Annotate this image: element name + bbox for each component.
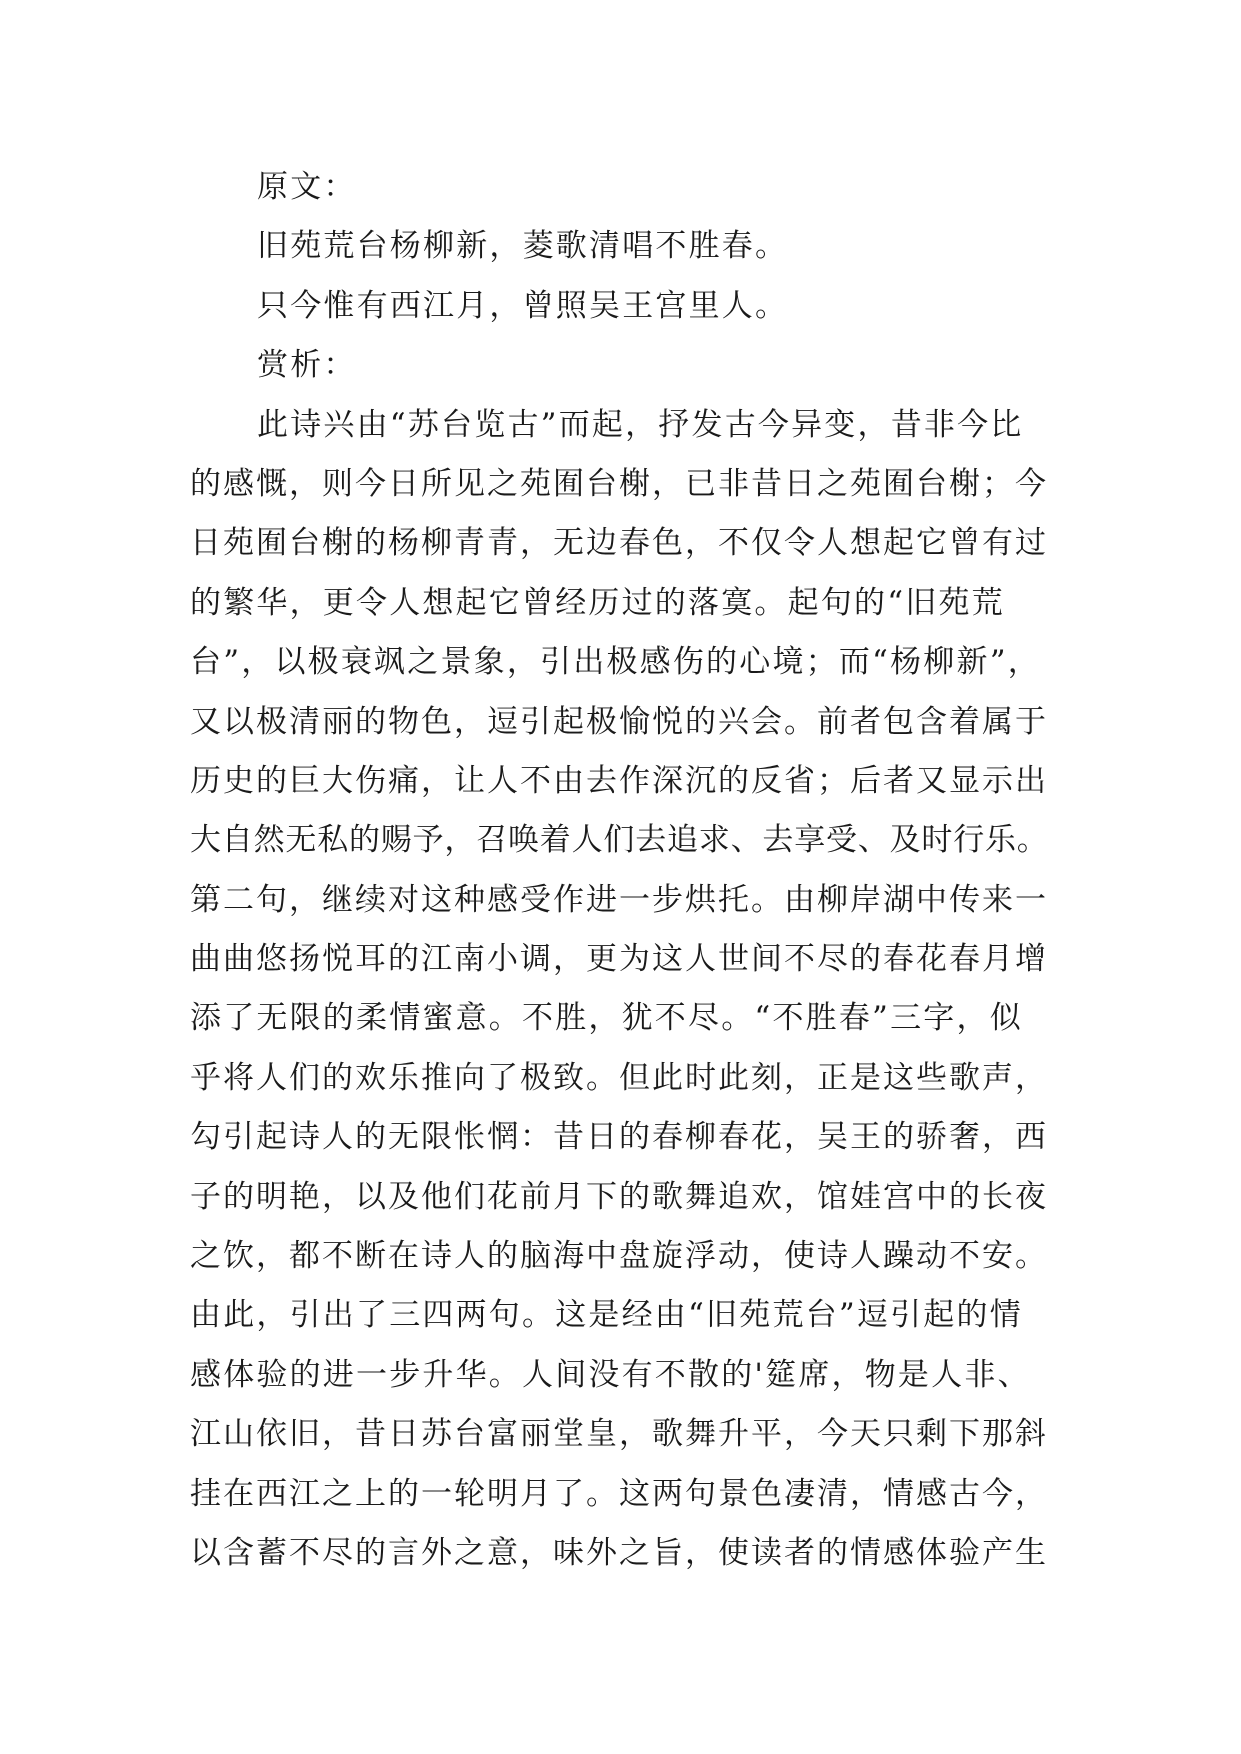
commentary-line: 历史的巨大伤痛，让人不由去作深沉的反省；后者又显示出 — [190, 762, 1048, 799]
commentary-line: 台”，以极衰飒之景象，引出极感伤的心境；而“杨柳新”， — [190, 644, 1041, 681]
section-heading-original: 原文： — [257, 169, 357, 205]
document-body — [190, 158, 1052, 1583]
poem-line-2: 只今惟有西江月，曾照吴王宫里人。 — [257, 287, 789, 324]
commentary-line: 日苑囿台榭的杨柳青青，无边春色，不仅令人想起它曾有过 — [190, 525, 1048, 562]
commentary-line: 勾引起诗人的无限怅惘：昔日的春柳春花，吴王的骄奢，西 — [190, 1119, 1048, 1156]
commentary-line: 子的明艳，以及他们花前月下的歌舞追欢，馆娃宫中的长夜 — [190, 1178, 1048, 1215]
poem-line-1: 旧苑荒台杨柳新，菱歌清唱不胜春。 — [257, 228, 789, 265]
commentary-line: 以含蓄不尽的言外之意，味外之旨，使读者的情感体验产生 — [190, 1534, 1048, 1571]
commentary-line: 大自然无私的赐予，召唤着人们去追求、去享受、及时行乐。 — [190, 822, 1049, 859]
commentary-line: 此诗兴由“苏台览古”而起，抒发古今异变，昔非今比 — [257, 406, 1024, 443]
commentary-line: 之饮，都不断在诗人的脑海中盘旋浮动，使诗人躁动不安。 — [190, 1238, 1048, 1275]
commentary-line: 第二句，继续对这种感受作进一步烘托。由柳岸湖中传来一 — [190, 881, 1048, 918]
commentary-line: 的感慨，则今日所见之苑囿台榭，已非昔日之苑囿台榭；今 — [190, 465, 1048, 502]
commentary-line: 又以极清丽的物色，逗引起极愉悦的兴会。前者包含着属于 — [190, 703, 1048, 740]
commentary-line: 乎将人们的欢乐推向了极致。但此时此刻，正是这些歌声， — [190, 1059, 1048, 1096]
commentary-line: 曲曲悠扬悦耳的江南小调，更为这人世间不尽的春花春月增 — [190, 941, 1048, 978]
section-heading-appreciation: 赏析： — [257, 347, 357, 384]
commentary-line: 感体验的进一步升华。人间没有不散的'筵席，物是人非、 — [190, 1356, 1031, 1393]
commentary-line: 的繁华，更令人想起它曾经历过的落寞。起句的“旧苑荒 — [190, 584, 1005, 621]
commentary-line: 添了无限的柔情蜜意。不胜，犹不尽。“不胜春”三字，似 — [190, 1000, 1023, 1037]
commentary-line: 江山依旧，昔日苏台富丽堂皇，歌舞升平，今天只剩下那斜 — [190, 1416, 1048, 1453]
commentary-line: 挂在西江之上的一轮明月了。这两句景色凄清，情感古今， — [190, 1475, 1048, 1512]
commentary-line: 由此，引出了三四两句。这是经由“旧苑荒台”逗引起的情 — [190, 1297, 1023, 1334]
